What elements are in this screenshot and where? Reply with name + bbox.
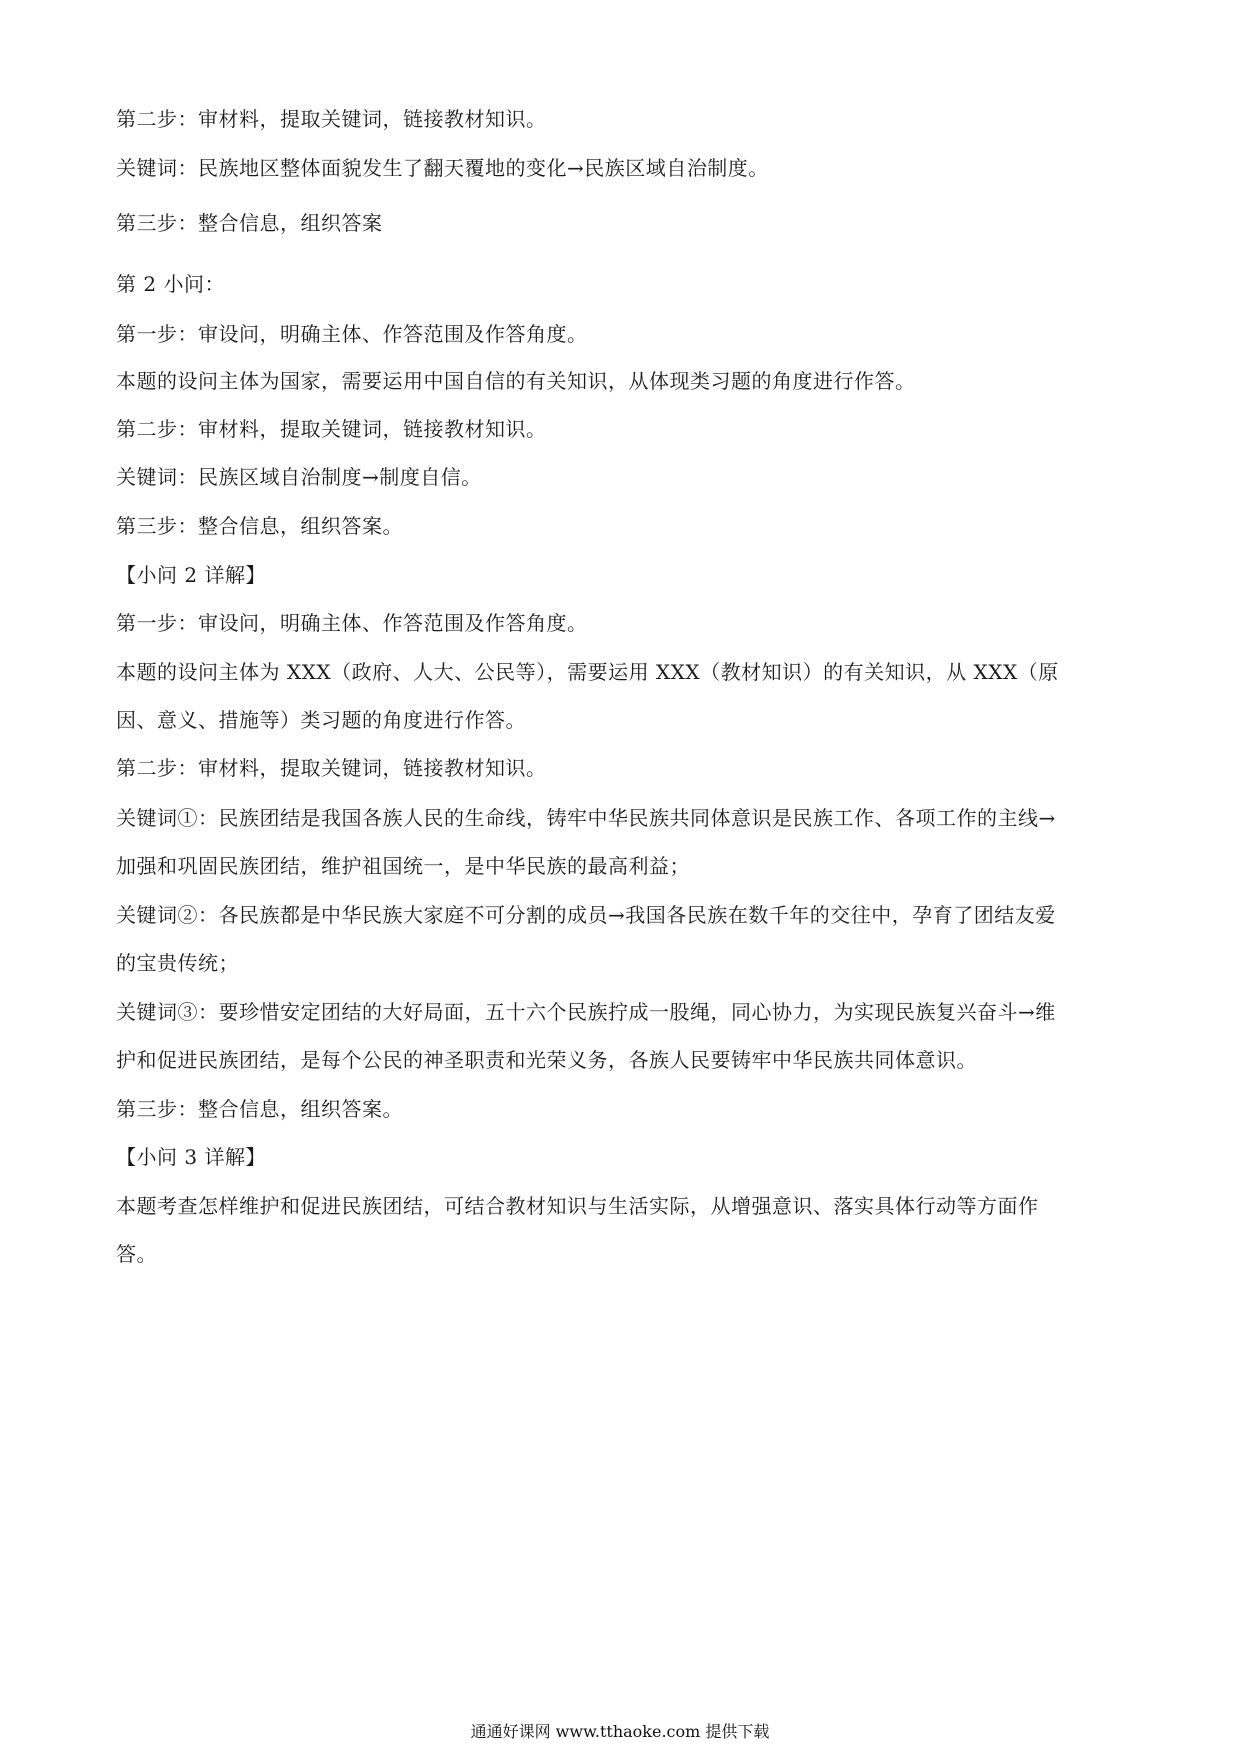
text-line: 关键词②：各民族都是中华民族大家庭不可分割的成员→我国各民族在数千年的交往中，孕育了团结友爱	[116, 903, 1056, 927]
text-line: 第二步：审材料，提取关键词，链接教材知识。	[116, 417, 547, 441]
text-line: 第二步：审材料，提取关键词，链接教材知识。	[116, 107, 547, 131]
text-line: 第一步：审设问，明确主体、作答范围及作答角度。	[116, 322, 588, 346]
text-line: 第三步：整合信息，组织答案。	[116, 514, 403, 538]
text-line: 第 2 小问：	[116, 272, 225, 296]
text-line: 第一步：审设问，明确主体、作答范围及作答角度。	[116, 611, 588, 635]
text-line: 本题的设问主体为 XXX（政府、人大、公民等），需要运用 XXX（教材知识）的有关知识，从 XXX（原	[116, 660, 1059, 684]
text-line: 加强和巩固民族团结，维护祖国统一，是中华民族的最高利益；	[116, 854, 690, 878]
text-line: 答。	[116, 1242, 157, 1266]
section-heading: 【小问 3 详解】	[116, 1145, 266, 1169]
text-line: 第三步：整合信息，组织答案	[116, 211, 383, 235]
text-line: 本题的设问主体为国家，需要运用中国自信的有关知识，从体现类习题的角度进行作答。	[116, 369, 916, 393]
text-line: 的宝贵传统；	[116, 951, 239, 975]
text-line: 第二步：审材料，提取关键词，链接教材知识。	[116, 756, 547, 780]
section-heading: 【小问 2 详解】	[116, 563, 266, 587]
text-line: 关键词①：民族团结是我国各族人民的生命线，铸牢中华民族共同体意识是民族工作、各项工作的主线→	[116, 806, 1056, 830]
text-line: 关键词：民族区域自治制度→制度自信。	[116, 465, 482, 489]
text-line: 关键词③：要珍惜安定团结的大好局面，五十六个民族拧成一股绳，同心协力，为实现民族复兴奋斗→维	[116, 1000, 1056, 1024]
text-line: 关键词：民族地区整体面貌发生了翻天覆地的变化→民族区域自治制度。	[116, 156, 769, 180]
page-footer: 通通好课网 www.tthaoke.com 提供下载	[470, 1722, 770, 1741]
text-line: 本题考查怎样维护和促进民族团结，可结合教材知识与生活实际，从增强意识、落实具体行动等方面作	[116, 1194, 1039, 1218]
text-line: 护和促进民族团结，是每个公民的神圣职责和光荣义务，各族人民要铸牢中华民族共同体意识。	[116, 1048, 977, 1072]
text-line: 第三步：整合信息，组织答案。	[116, 1097, 403, 1121]
text-line: 因、意义、措施等）类习题的角度进行作答。	[116, 708, 526, 732]
